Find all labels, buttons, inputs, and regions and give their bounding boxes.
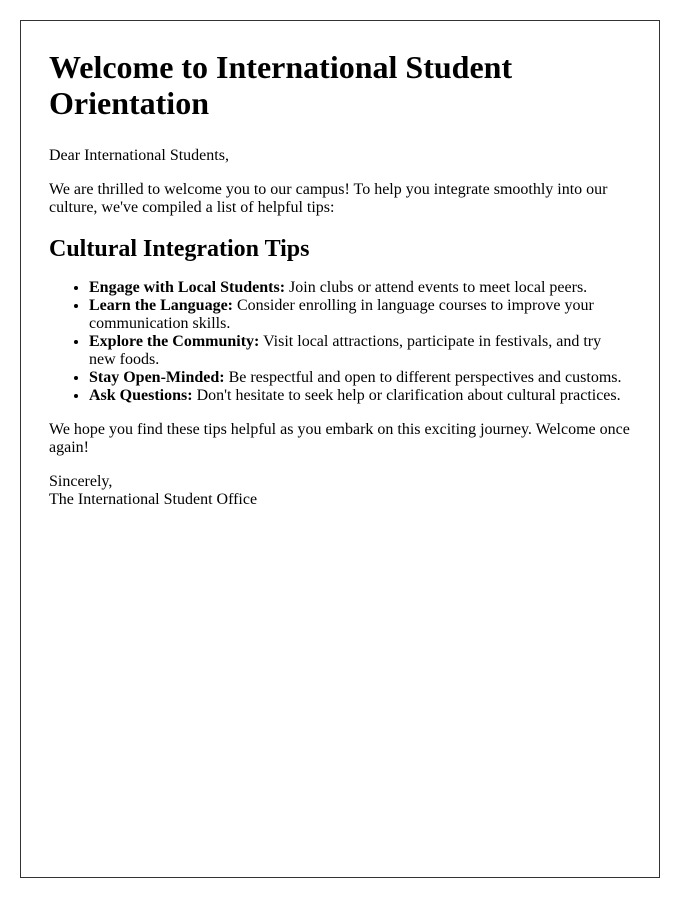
outro-paragraph: We hope you find these tips helpful as you embark on this exciting journey. Welcome once again! <box>49 421 630 456</box>
tip-item <box>89 387 631 405</box>
tip-item <box>89 369 631 387</box>
tip-label: Learn the Language: <box>89 297 233 314</box>
tip-text: Don't hesitate to seek help or clarification about cultural practices. <box>192 387 621 404</box>
closing-block <box>49 473 631 509</box>
tip-item <box>89 279 631 297</box>
tip-text: Join clubs or attend events to meet local peers. <box>285 279 588 296</box>
signature: The International Student Office <box>49 491 258 508</box>
tip-item <box>89 297 631 333</box>
tip-text: Be respectful and open to different perspectives and customs. <box>224 369 622 386</box>
page-title: Welcome to International Student Orientation <box>49 49 513 121</box>
tip-text: Consider enrolling in language courses to improve your communication skills. <box>89 297 594 332</box>
tips-list <box>49 279 631 405</box>
letter-container <box>20 20 660 878</box>
section-heading: Cultural Integration Tips <box>49 236 310 262</box>
tip-label: Stay Open-Minded: <box>89 369 225 386</box>
tip-item <box>89 333 631 369</box>
tip-label: Engage with Local Students: <box>89 279 286 296</box>
tip-text: Visit local attractions, participate in festivals, and try new foods. <box>89 333 602 368</box>
tip-label: Explore the Community: <box>89 333 260 350</box>
signoff: Sincerely, <box>49 473 113 490</box>
tip-label: Ask Questions: <box>89 387 193 404</box>
intro-paragraph: We are thrilled to welcome you to our campus! To help you integrate smoothly into our culture, we've compiled a list of helpful tips: <box>49 181 608 216</box>
greeting: Dear International Students, <box>49 147 229 164</box>
